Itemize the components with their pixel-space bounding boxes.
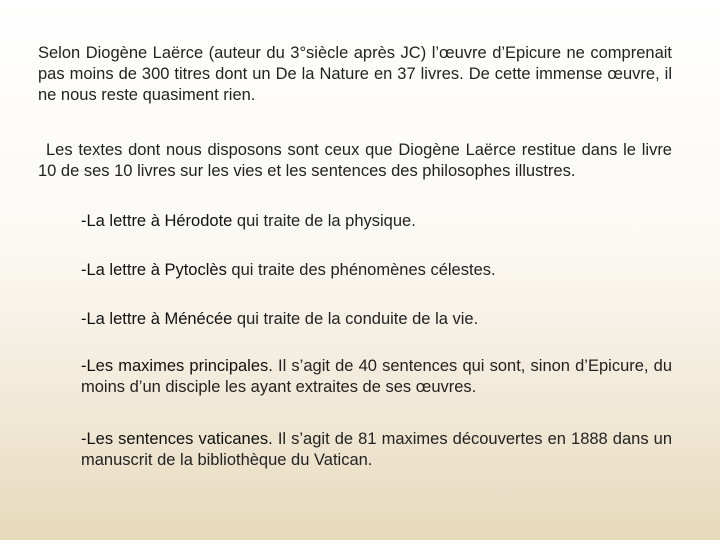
list-item-menecee [81,309,672,330]
list-item-pytocles [81,260,672,281]
item-text: qui traite de la conduite de la vie. [232,310,479,328]
list-item-maximes [81,356,672,398]
item-lead: -Les maximes principales. [81,357,273,375]
item-lead: -La lettre à Pytoclès [81,261,227,279]
intro-paragraph: Selon Diogène Laërce (auteur du 3°siècle après JC) l’œuvre d’Epicure ne comprenait pas moins de 300 titres dont un De la Nature en 37 livres. De cette immense œuvre, il ne nous reste quasiment rien. [38,44,672,104]
item-lead: -Les sentences vaticanes. [81,430,273,448]
item-lead: -La lettre à Hérodote [81,212,233,230]
item-text: qui traite de la physique. [232,212,416,230]
texts-paragraph: Les textes dont nous disposons sont ceux que Diogène Laërce restitue dans le livre 10 de ses 10 livres sur les vies et les sentences des philosophes illustres. [38,141,672,180]
list-item-herodote [81,211,672,232]
item-text: Il s’agit de 40 sentences qui sont, sinon d’Epicure, du moins d’un disciple les ayant extraites de ses œuvres. [81,357,673,396]
list-item-sentences [81,429,672,471]
item-text: Il s’agit de 81 maximes découvertes en 1888 dans un manuscrit de la bibliothèque du Vatican. [81,430,672,469]
item-lead: -La lettre à Ménécée [81,310,233,328]
item-text: qui traite des phénomènes célestes. [226,261,496,279]
